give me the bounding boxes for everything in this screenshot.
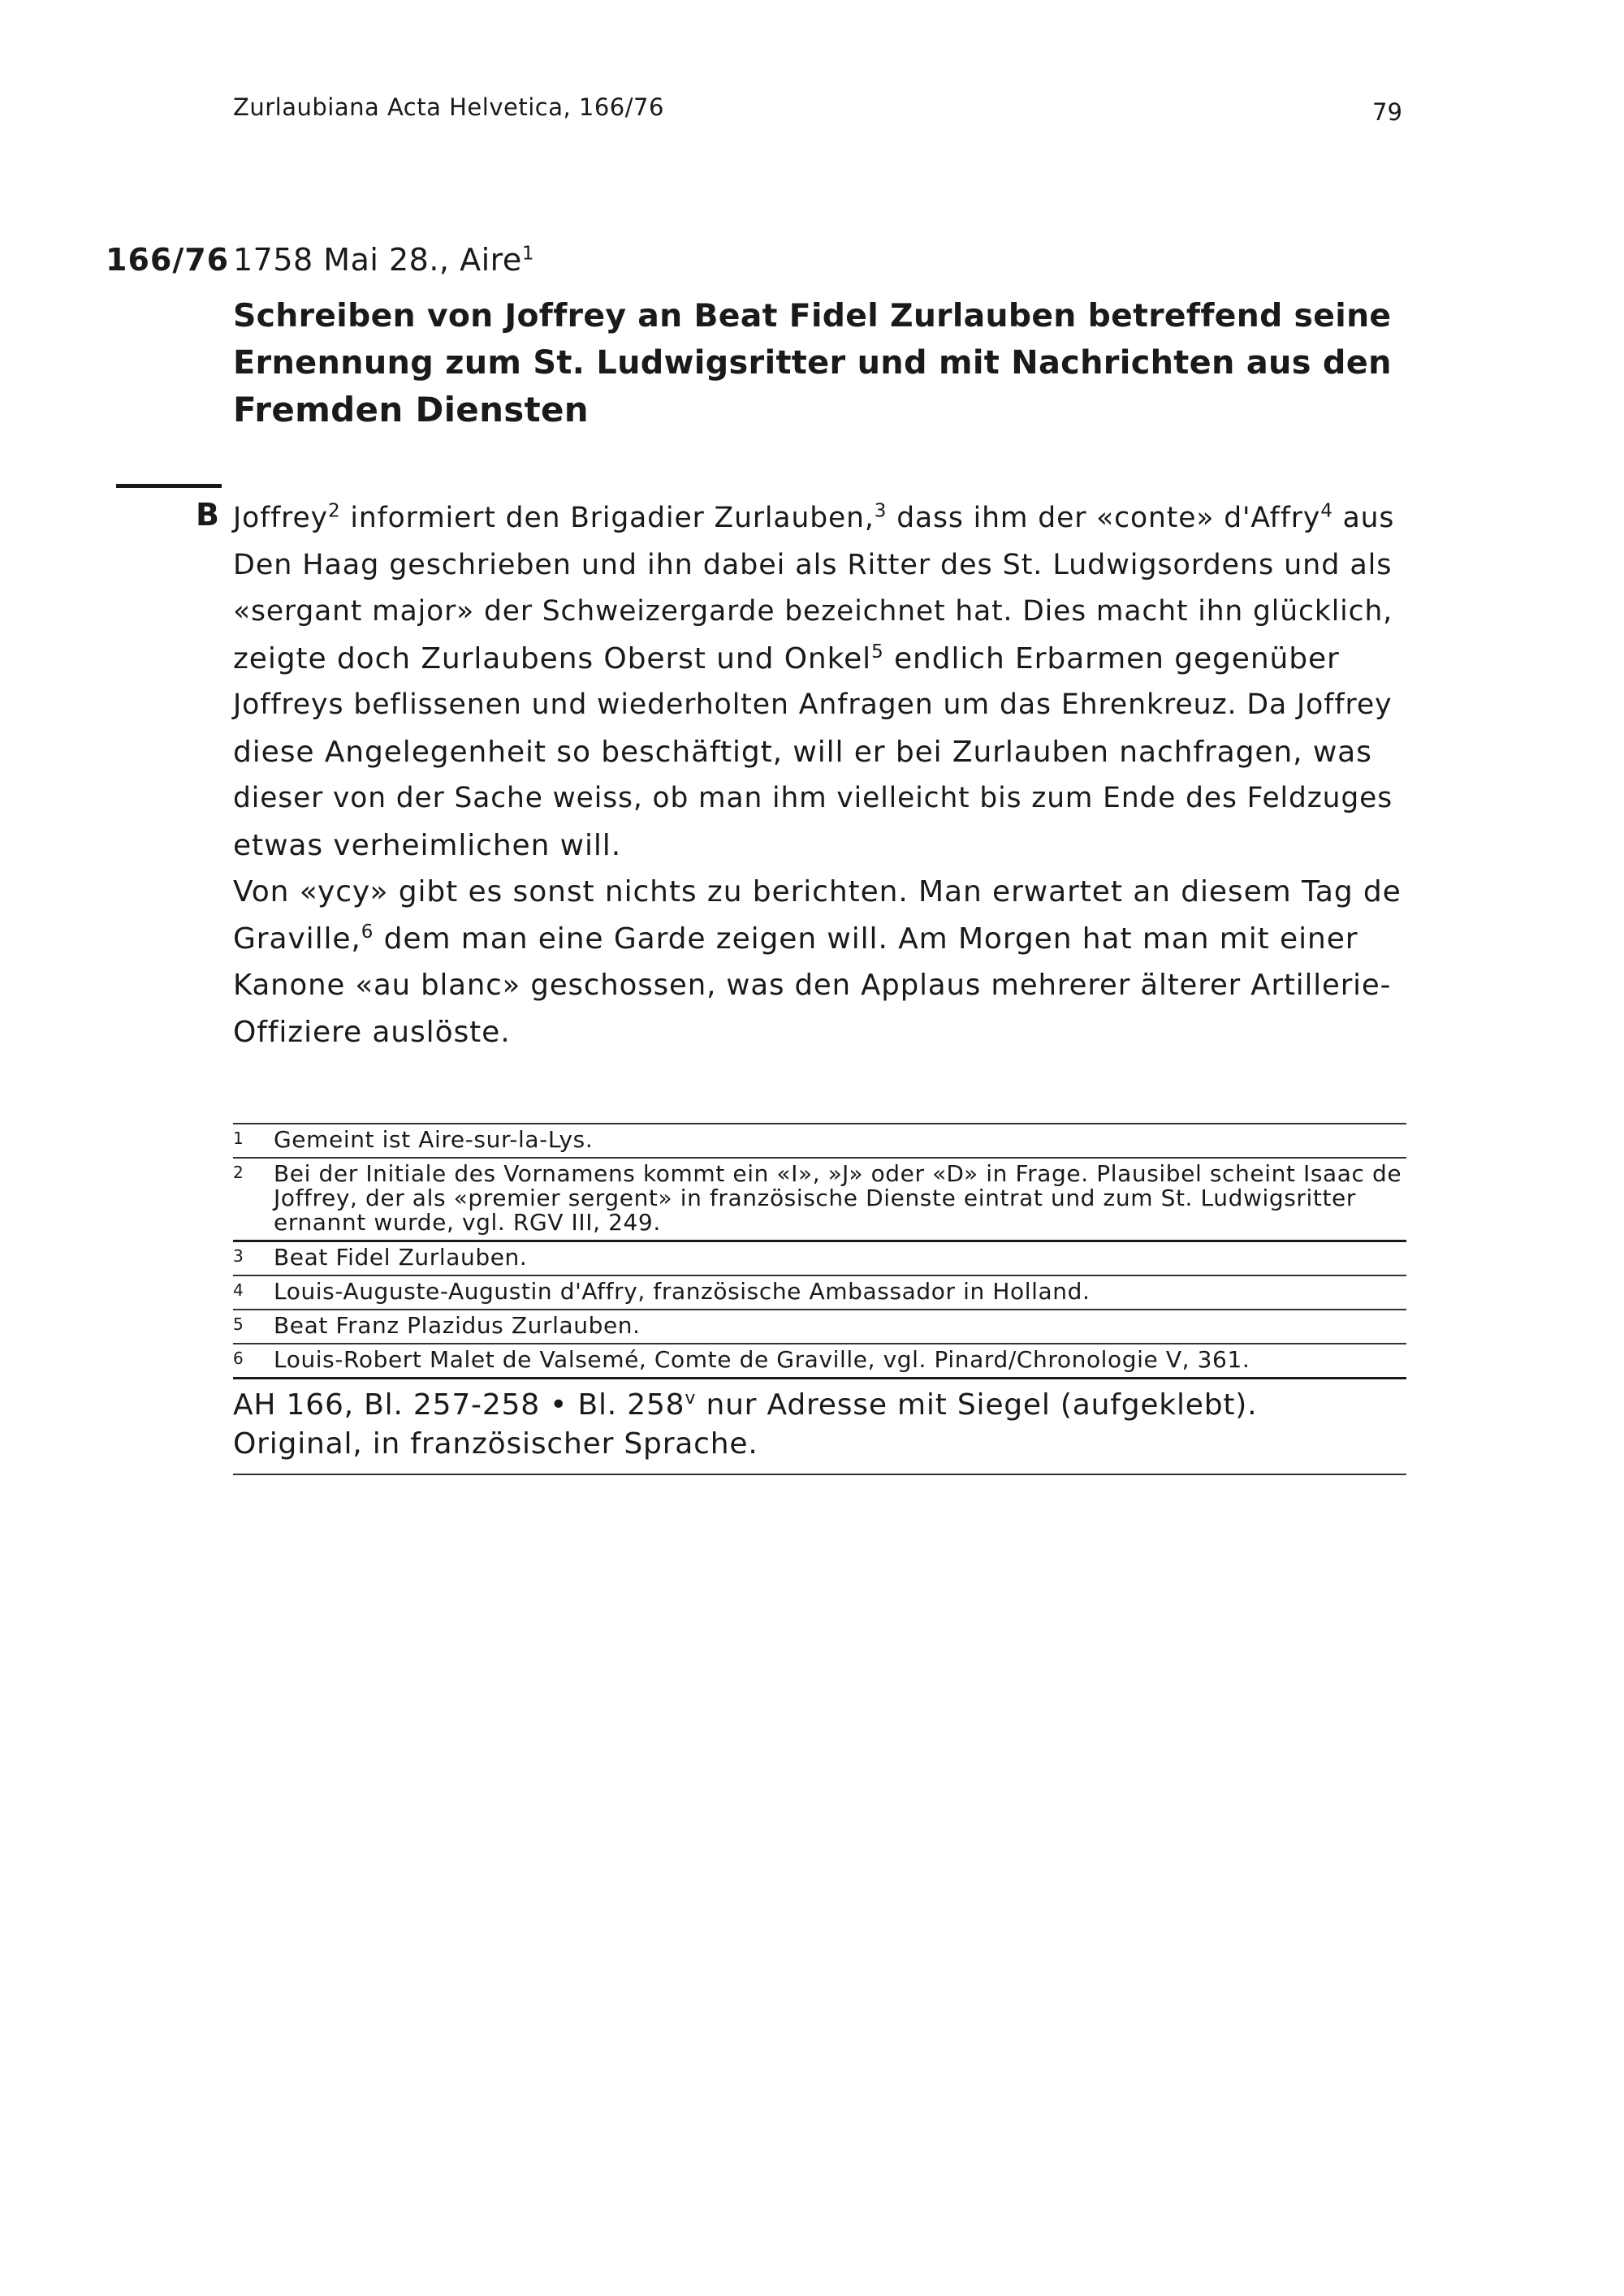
body-line [233,916,1402,963]
footnote [233,1157,1406,1240]
footnote-number: 4 [233,1280,244,1300]
text: nur Adresse mit Siegel (aufgeklebt). [696,1388,1258,1422]
section-rule [116,484,222,488]
footnote [233,1309,1406,1343]
body-line: diese Angelegenheit so beschäftigt, will er bei Zurlauben nachfragen, was [233,735,1372,769]
date-place [233,242,534,278]
footnote-ref[interactable]: 1 [521,243,534,265]
body-line [233,636,1402,683]
footnote [233,1240,1406,1275]
text: dem man eine Garde zeigen will. Am Morgen hat man mit einer [374,921,1358,956]
footnote-text: Gemeint ist Aire-sur-la-Lys. [274,1126,594,1153]
footnote-number: 3 [233,1246,244,1266]
footnote [233,1123,1406,1157]
title-line: Fremden Diensten [233,390,589,429]
body-line: Den Haag geschrieben und ihn dabei als Ritter des St. Ludwigsordens und als [233,548,1393,581]
footnote-ref[interactable]: 5 [871,641,884,662]
source-reference [233,1377,1406,1475]
footnote-number: 6 [233,1349,244,1368]
footnote [233,1343,1406,1377]
body-line: Joffreys beflissenen und wiederholten Anfragen um das Ehrenkreuz. Da Joffrey [233,688,1393,721]
regest-body [233,495,1402,1055]
text: Graville, [233,921,361,956]
title-line: Ernennung zum St. Ludwigsritter und mit Nachrichten aus den [233,344,1392,382]
footnote-text: Bei der Initiale des Vornamens kommt ein «I», »J» oder «D» in Frage. Plausibel scheint Isaac de Joffrey, der als «premier sergent» in französische Dienste eintrat und zum St. Ludwigsritter ernannt wurde, vgl. RGV III, 249. [274,1160,1402,1236]
page-number: 79 [1372,98,1402,126]
body-line [233,495,1402,542]
footnote-ref[interactable]: 2 [327,500,341,522]
text: zeigte doch Zurlaubens Oberst und Onkel [233,641,872,675]
body-line: Offiziere auslöste. [233,1015,511,1049]
footnotes [233,1123,1406,1475]
text: Joffrey [233,502,328,534]
footnote-number: 5 [233,1314,244,1334]
footnote-text: Beat Franz Plazidus Zurlauben. [274,1312,641,1339]
body-line: dieser von der Sache weiss, ob man ihm vielleicht bis zum Ende des Feldzuges [233,782,1393,814]
body-line: Kanone «au blanc» geschossen, was den Applaus mehrerer älterer Artillerie- [233,969,1392,1002]
footnote-number: 2 [233,1163,244,1182]
text: dass ihm der «conte» d'Affry [887,502,1321,534]
source-line: Original, in französischer Sprache. [233,1427,758,1461]
footnote-number: 1 [233,1129,244,1148]
document-title [233,292,1402,434]
footnote-text: Louis-Robert Malet de Valsemé, Comte de Graville, vgl. Pinard/Chronologie V, 361. [274,1346,1250,1373]
date-place-text: 1758 Mai 28., Aire [233,242,522,278]
footnote-ref[interactable]: 4 [1320,500,1333,522]
text: aus [1332,502,1395,534]
verso-sup: v [685,1388,697,1409]
title-line: Schreiben von Joffrey an Beat Fidel Zurlauben betreffend seine [233,297,1392,334]
section-marker: B [196,497,219,533]
footnote-text: Beat Fidel Zurlauben. [274,1244,528,1271]
body-line: Von «ycy» gibt es sonst nichts zu berichten. Man erwartet an diesem Tag de [233,875,1402,908]
text: AH 166, Bl. 257-258 • Bl. 258 [233,1388,685,1422]
footnote-ref[interactable]: 3 [874,500,888,522]
footnote-ref[interactable]: 6 [361,921,374,943]
body-line: «sergant major» der Schweizergarde bezeichnet hat. Dies macht ihn glücklich, [233,595,1393,628]
document-number: 166/76 [106,242,230,278]
running-head: Zurlaubiana Acta Helvetica, 166/76 [233,93,664,121]
text: informiert den Brigadier Zurlauben, [340,502,875,534]
footnote-text: Louis-Auguste-Augustin d'Affry, französische Ambassador in Holland. [274,1278,1091,1305]
body-line: etwas verheimlichen will. [233,828,622,862]
text: endlich Erbarmen gegenüber [883,641,1340,675]
footnote [233,1275,1406,1309]
source-line [233,1386,1406,1425]
